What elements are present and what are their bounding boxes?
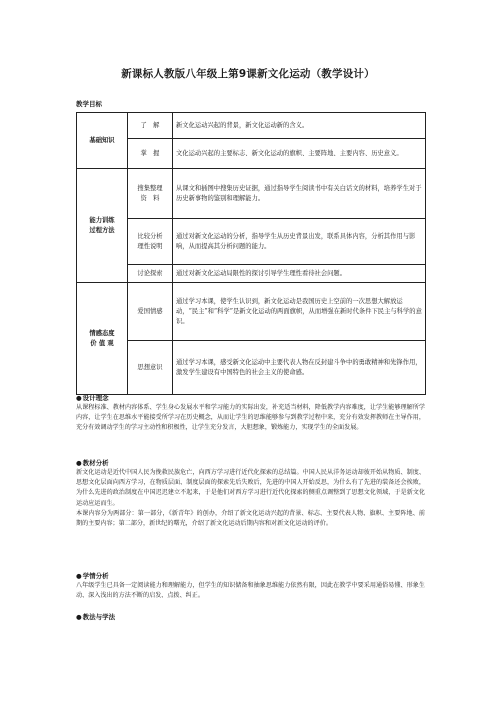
section-heading-text: 教法与学法 xyxy=(82,613,116,621)
sub-label-collect-line2: 资 料 xyxy=(140,194,160,202)
category-emotion-line1: 情感态度 xyxy=(89,329,115,337)
section-design-concept xyxy=(76,393,425,434)
goal-text-collect: 从课文和插图中搜集历史证据，通过指导学生阅读书中有关白话文的材料，培养学生对于历史新事物的鉴别和理解能力。 xyxy=(173,169,426,219)
goal-text-discuss: 通过对新文化运动局限性的探讨引导学生理性看待社会问题。 xyxy=(173,265,426,283)
section-heading-text: 学情分析 xyxy=(82,572,109,580)
section-heading-text: 设计理念 xyxy=(82,394,109,402)
paragraph: 从课程标准、教材内容体系、学生身心发展水平和学习能力的实际出发，补充适当材料，降低教学内容难度，让学生能够理解所学内容，让学生在思维水平能接受所学习在历史概念，从而让学生的思维能够参与到教学过程中来，充分有效发挥教师在主导作用，充分有效调动学生的学习主动性和积极性，让学生充分发言，大胆想象，锻炼能力，实现学生的全面发展。 xyxy=(76,404,425,432)
bullet-icon: ● xyxy=(76,613,82,621)
sub-label-collect-line1: 搜集整理 xyxy=(137,184,163,192)
category-emotion xyxy=(77,283,128,395)
category-ability-line1: 能力训练 xyxy=(89,216,115,224)
sub-label-patriotism: 爱国情感 xyxy=(128,283,173,341)
goal-text-compare: 通过对新文化运动的分析，指导学生从历史背景出发，联系具体内容，分析其作用与影响，从而提高其分析问题的能力。 xyxy=(173,219,426,265)
document-title: 新课标人教版八年级上第9课新文化运动（教学设计） xyxy=(121,68,375,80)
section-heading xyxy=(76,393,425,403)
sub-label-compare-line1: 比较分析 xyxy=(137,232,163,240)
paragraph: 八年级学生已具备一定阅读能力和理解能力，但学生的知识储备和抽象思维能力依然有限，因此在教学中要采用通俗易懂、形象生动、深入浅出的方法不断的启发、点拨、纠正。 xyxy=(76,582,425,600)
bullet-icon: ● xyxy=(76,572,82,580)
sub-label-ideology: 思想意识 xyxy=(128,341,173,395)
category-knowledge: 基础知识 xyxy=(77,113,128,169)
section-heading xyxy=(76,612,425,622)
bullet-icon: ● xyxy=(76,459,82,467)
section-heading xyxy=(76,458,425,468)
paragraph: 本课内容分为两部分：第一部分，《新青年》的创办，介绍了新文化运动兴起的背景、标志、主要代表人物、旗帜、主要阵地、前期的主要内容；第二部分，新世纪的曙光，介绍了新文化运动后期内容和对新文化运动的评价。 xyxy=(76,509,425,528)
sub-label-compare-line2: 理性说明 xyxy=(137,242,163,250)
section-heading xyxy=(76,571,425,581)
goal-text-patriotism: 通过学习本课，使学生认识到，新文化运动是我国历史上空前的一次思想大解放运动，“民主”和“科学”是新文化运动的两面旗帜，从而增强在新时代条件下民主与科学的意识。 xyxy=(173,283,426,341)
goal-text-understand: 新文化运动兴起的背景，新文化运动新的含义。 xyxy=(173,113,426,139)
sub-label-discuss: 讨论探索 xyxy=(128,265,173,283)
sub-label-compare xyxy=(128,219,173,265)
sub-label-master: 掌 握 xyxy=(128,139,173,169)
sub-label-understand: 了 解 xyxy=(128,113,173,139)
goals-table xyxy=(76,112,426,395)
sub-label-collect xyxy=(128,169,173,219)
goals-heading: 教学目标 xyxy=(76,100,102,108)
category-ability-line2: 过程方法 xyxy=(89,226,115,234)
section-teaching-methods xyxy=(76,612,425,622)
paragraph: 新文化运动是近代中国人民为挽救民族危亡，向西方学习进行近代化探索的总结篇。中国人民从洋务运动却彼开始从物质、制度、思想文化层面向西方学习，在物质层面、制度层面的探索先后失败后，先进的中国人开始反思，为什么有了先进的装备还会挨败，为什么先进的政治制度在中国迟迟建立不起来，于是他们对西方学习进行近代化探索的侧重点调整到了思想文化领域，于是新文化运动应运而生。 xyxy=(76,469,425,507)
goal-text-master: 文化运动兴起的主要标志、新文化运动的旗帜、主要阵地、主要内容、历史意义。 xyxy=(173,139,426,169)
category-ability xyxy=(77,169,128,283)
goal-text-ideology: 通过学习本课，感受新文化运动中主要代表人物在反封建斗争中的勇敢精神和先锋作用，激发学生建设有中国特色的社会主义的使命感。 xyxy=(173,341,426,395)
section-student-analysis xyxy=(76,571,425,601)
section-heading-text: 教材分析 xyxy=(82,459,109,467)
category-emotion-line2: 价 值 观 xyxy=(90,339,114,347)
section-textbook-analysis xyxy=(76,458,425,529)
bullet-icon: ● xyxy=(76,394,82,402)
